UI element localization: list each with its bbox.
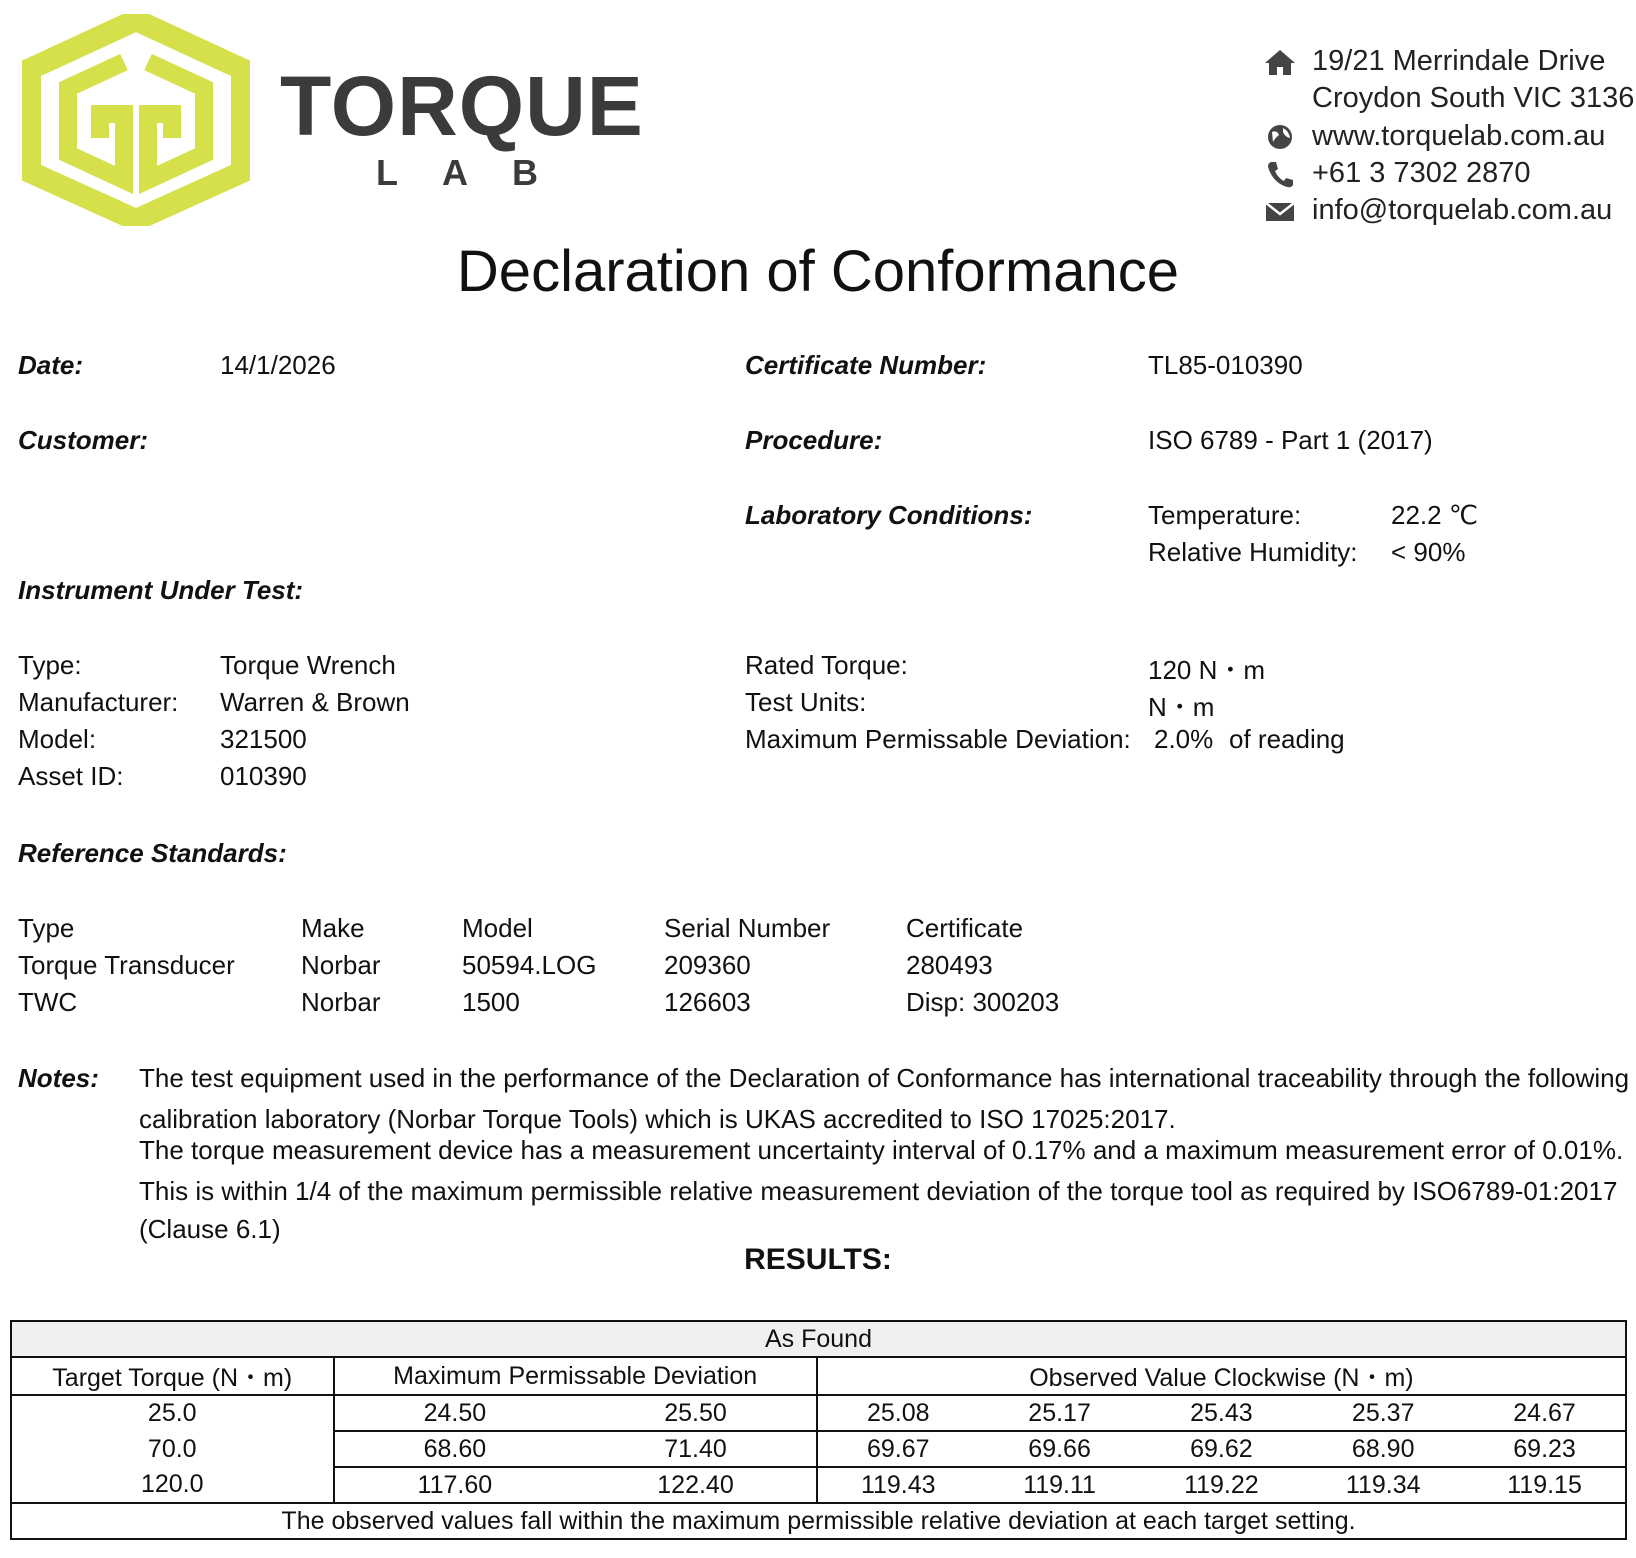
observed-cell: 69.66 bbox=[979, 1431, 1141, 1467]
as-found-header: As Found bbox=[11, 1321, 1626, 1357]
deviation-high-cell: 71.40 bbox=[575, 1431, 817, 1467]
type-value: Torque Wrench bbox=[220, 650, 396, 680]
reference-heading: Reference Standards: bbox=[18, 838, 287, 868]
ref-row-2-certificate: Disp: 300203 bbox=[906, 987, 1060, 1017]
notes-label: Notes: bbox=[18, 1063, 99, 1093]
observed-cell: 119.15 bbox=[1464, 1467, 1626, 1503]
phone-number[interactable]: +61 3 7302 2870 bbox=[1312, 157, 1531, 189]
temperature-label: Temperature: bbox=[1148, 500, 1302, 530]
deviation-low-cell: 68.60 bbox=[334, 1431, 576, 1467]
type-label: Type: bbox=[18, 650, 82, 680]
procedure-label: Procedure: bbox=[745, 425, 883, 455]
table-row bbox=[11, 1467, 1626, 1503]
deviation-high-cell: 122.40 bbox=[575, 1467, 817, 1503]
ref-col-certificate: Certificate bbox=[906, 913, 1024, 943]
notes-line-4: This is within 1/4 of the maximum permissible relative measurement deviation of the torque tool as required by ISO6789-01:2017 bbox=[139, 1176, 1618, 1206]
globe-icon bbox=[1263, 122, 1297, 152]
mpd-suffix: of reading bbox=[1229, 724, 1345, 754]
phone-icon bbox=[1263, 159, 1297, 189]
temperature-value: 22.2 ℃ bbox=[1391, 500, 1479, 530]
ref-col-serial: Serial Number bbox=[664, 913, 831, 943]
ref-row-2-serial: 126603 bbox=[664, 987, 751, 1017]
humidity-value: < 90% bbox=[1391, 537, 1466, 567]
home-icon bbox=[1263, 47, 1297, 77]
model-value: 321500 bbox=[220, 724, 307, 754]
observed-cell: 25.08 bbox=[817, 1395, 979, 1431]
target-cell: 70.0 bbox=[11, 1431, 334, 1467]
ref-row-1-make: Norbar bbox=[301, 950, 381, 980]
ref-col-type: Type bbox=[18, 913, 75, 943]
ref-row-1-serial: 209360 bbox=[664, 950, 751, 980]
humidity-label: Relative Humidity: bbox=[1148, 537, 1358, 567]
rated-torque-value: 120 N・m bbox=[1148, 655, 1266, 685]
certificate-value: TL85-010390 bbox=[1148, 350, 1303, 380]
results-table bbox=[10, 1320, 1627, 1540]
observed-cell: 25.43 bbox=[1140, 1395, 1302, 1431]
website-link[interactable]: www.torquelab.com.au bbox=[1312, 120, 1606, 152]
page-title: Declaration of Conformance bbox=[456, 239, 1180, 304]
observed-cell: 25.37 bbox=[1302, 1395, 1464, 1431]
observed-cell: 119.43 bbox=[817, 1467, 979, 1503]
deviation-high-cell: 25.50 bbox=[575, 1395, 817, 1431]
table-row bbox=[11, 1395, 1626, 1431]
instrument-heading: Instrument Under Test: bbox=[18, 575, 304, 605]
ref-col-model: Model bbox=[462, 913, 533, 943]
col-target-torque: Target Torque (N・m) bbox=[11, 1357, 334, 1395]
brand-name: TORQUE bbox=[280, 59, 644, 153]
email-link[interactable]: info@torquelab.com.au bbox=[1312, 194, 1613, 226]
date-label: Date: bbox=[18, 350, 84, 380]
asset-value: 010390 bbox=[220, 761, 307, 791]
observed-cell: 119.11 bbox=[979, 1467, 1141, 1503]
rated-torque-label: Rated Torque: bbox=[745, 650, 908, 680]
test-units-value: N・m bbox=[1148, 692, 1215, 722]
observed-cell: 68.90 bbox=[1302, 1431, 1464, 1467]
notes-line-2: calibration laboratory (Norbar Torque Tools) which is UKAS accredited to ISO 17025:2017. bbox=[139, 1104, 1176, 1134]
ref-row-1-certificate: 280493 bbox=[906, 950, 993, 980]
observed-cell: 25.17 bbox=[979, 1395, 1141, 1431]
manufacturer-label: Manufacturer: bbox=[18, 687, 179, 717]
observed-cell: 24.67 bbox=[1464, 1395, 1626, 1431]
observed-cell: 119.22 bbox=[1140, 1467, 1302, 1503]
customer-label: Customer: bbox=[18, 425, 149, 455]
notes-line-5: (Clause 6.1) bbox=[139, 1214, 281, 1244]
notes-line-3: The torque measurement device has a measurement uncertainty interval of 0.17% and a maximum measurement error of 0.01%. bbox=[139, 1135, 1624, 1165]
observed-cell: 69.23 bbox=[1464, 1431, 1626, 1467]
certificate-label: Certificate Number: bbox=[745, 350, 987, 380]
target-cell: 25.0 bbox=[11, 1395, 334, 1431]
procedure-value: ISO 6789 - Part 1 (2017) bbox=[1148, 425, 1433, 455]
address-line-2: Croydon South VIC 3136 bbox=[1312, 82, 1635, 114]
observed-cell: 119.34 bbox=[1302, 1467, 1464, 1503]
mpd-value: 2.0% bbox=[1154, 724, 1214, 754]
ref-row-1-type: Torque Transducer bbox=[18, 950, 235, 980]
results-title: RESULTS: bbox=[744, 1243, 892, 1276]
ref-row-2-make: Norbar bbox=[301, 987, 381, 1017]
col-max-permissible-deviation: Maximum Permissable Deviation bbox=[334, 1357, 817, 1395]
mpd-label: Maximum Permissable Deviation: bbox=[745, 724, 1131, 754]
model-label: Model: bbox=[18, 724, 97, 754]
deviation-low-cell: 117.60 bbox=[334, 1467, 576, 1503]
manufacturer-value: Warren & Brown bbox=[220, 687, 410, 717]
asset-label: Asset ID: bbox=[18, 761, 124, 791]
date-value: 14/1/2026 bbox=[220, 350, 336, 380]
table-row bbox=[11, 1431, 1626, 1467]
deviation-low-cell: 24.50 bbox=[334, 1395, 576, 1431]
target-cell: 120.0 bbox=[11, 1467, 334, 1503]
test-units-label: Test Units: bbox=[745, 687, 867, 717]
mail-icon bbox=[1263, 196, 1297, 226]
col-observed-clockwise: Observed Value Clockwise (N・m) bbox=[817, 1357, 1626, 1395]
ref-row-2-model: 1500 bbox=[462, 987, 520, 1017]
observed-cell: 69.67 bbox=[817, 1431, 979, 1467]
torque-lab-logo bbox=[22, 14, 250, 226]
lab-conditions-label: Laboratory Conditions: bbox=[745, 500, 1033, 530]
ref-row-2-type: TWC bbox=[18, 987, 78, 1017]
observed-cell: 69.62 bbox=[1140, 1431, 1302, 1467]
ref-col-make: Make bbox=[301, 913, 365, 943]
results-conclusion: The observed values fall within the maximum permissible relative deviation at each target setting. bbox=[11, 1503, 1626, 1539]
ref-row-1-model: 50594.LOG bbox=[462, 950, 597, 980]
address-line-1: 19/21 Merrindale Drive bbox=[1312, 45, 1606, 77]
brand-sub: LAB bbox=[376, 152, 582, 193]
notes-line-1: The test equipment used in the performance of the Declaration of Conformance has international traceability through the following bbox=[139, 1063, 1630, 1093]
